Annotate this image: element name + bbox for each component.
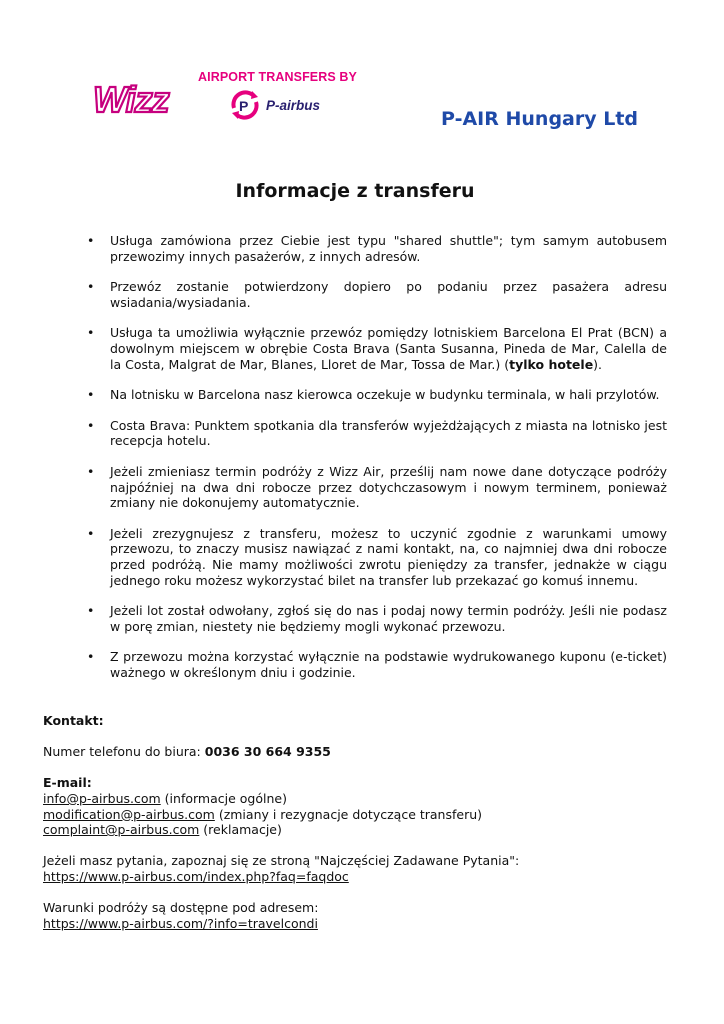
bullet-dot: • <box>87 463 95 479</box>
email-info-link[interactable]: info@p-airbus.com <box>43 790 161 806</box>
bullet-text: Costa Brava: Punktem spotkania dla transferów wyjeżdżających z miasta na lotnisko jest recepcja hotelu. <box>110 417 667 449</box>
bullet-dot: • <box>87 525 95 541</box>
phone-number: 0036 30 664 9355 <box>204 744 331 760</box>
email-heading: E-mail: <box>43 775 92 791</box>
bullet-text: Jeżeli zrezygnujesz z transferu, możesz to uczynić zgodnie z warunkami umowy przewozu, to znaczy musisz nawiązać z nami kontakt, na, co najmniej dwa dni robocze przed podróżą. Nie mamy możliwości zwrotu pieniędzy za transfer, jednakże w ciągu jednego roku możesz wykorzystać bilet na transfer lub przekazać go komuś innemu. <box>110 525 667 588</box>
email-modification-desc: (zmiany i rezygnacje dotyczące transferu) <box>214 806 483 822</box>
bullet-dot: • <box>87 603 95 619</box>
bullet-tail-text: ). <box>593 356 603 372</box>
list-item <box>85 649 667 680</box>
bullet-dot: • <box>87 387 95 403</box>
faq-text: Jeżeli masz pytania, zapoznaj się ze stroną "Najczęściej Zadawane Pytania": <box>43 853 520 869</box>
bullet-text: Z przewozu można korzystać wyłącznie na podstawie wydrukowanego kuponu (e-ticket) ważnego w określonym dniu i godzinie. <box>110 649 667 680</box>
bullet-text: Jeżeli zmieniasz termin podróży z Wizz Air, prześlij nam nowe dane dotyczące podróży najpóźniej na dwa dni robocze przez dotychczasowym i nowym terminem, ponieważ zmiany nie dokonujemy automatycznie. <box>110 463 667 511</box>
bullet-text: Na lotnisku w Barcelona nasz kierowca oczekuje w budynku terminala, w hali przylotów. <box>110 387 660 403</box>
bullet-dot: • <box>87 279 95 295</box>
airport-transfers-by-label: AIRPORT TRANSFERS BY <box>198 70 357 84</box>
contact-heading: Kontakt: <box>43 713 104 728</box>
pairbus-logo <box>228 88 320 122</box>
company-name: P-AIR Hungary Ltd <box>441 108 639 130</box>
email-info-desc: (informacje ogólne) <box>160 790 287 806</box>
conditions-text: Warunki podróży są dostępne pod adresem: <box>43 900 319 916</box>
list-item <box>85 325 667 372</box>
list-item <box>85 464 667 511</box>
wizz-logo-graphic <box>90 76 190 120</box>
pairbus-logo-text: P-airbus <box>266 97 321 113</box>
phone-label: Numer telefonu do biura: <box>43 744 205 760</box>
list-item <box>85 387 667 403</box>
email-line <box>43 822 683 838</box>
page-title: Informacje z transferu <box>235 180 475 202</box>
list-item <box>85 233 667 264</box>
list-item <box>85 526 667 588</box>
bullet-dot: • <box>87 649 95 665</box>
list-item <box>85 418 667 449</box>
bullet-bold-text: tylko hotele <box>509 356 594 372</box>
list-item <box>85 603 667 634</box>
faq-link[interactable]: https://www.p-airbus.com/index.php?faq=faqdoc <box>43 868 349 884</box>
svg-text:P: P <box>239 98 249 114</box>
bullet-text: Usługa ta umożliwia wyłącznie przewóz pomiędzy lotniskiem Barcelona El Prat (BCN) a dowolnym miejscem w obrębie Costa Brava (Santa Susanna, Pineda de Mar, Calella de la Costa, Malgrat de Mar, Blanes, Lloret de Mar, Tossa de Mar.) ( <box>110 325 667 372</box>
pairbus-logo-icon <box>228 88 262 122</box>
bullet-text: Jeżeli lot został odwołany, zgłoś się do nas i podaj nowy termin podróży. Jeśli nie podasz w porę zmian, niestety nie będziemy mogli wykonać przewozu. <box>110 603 667 634</box>
conditions-link[interactable]: https://www.p-airbus.com/?info=travelcondi <box>43 915 318 931</box>
bullet-dot: • <box>87 417 95 433</box>
bullet-text: Przewóz zostanie potwierdzony dopiero po podaniu przez pasażera adresu wsiadania/wysiadania. <box>110 279 667 310</box>
email-line <box>43 791 683 807</box>
phone-line <box>43 744 683 760</box>
wizz-logo-text: Wizz <box>93 79 169 120</box>
email-modification-link[interactable]: modification@p-airbus.com <box>43 806 215 822</box>
email-line <box>43 807 683 823</box>
bullet-text: Usługa zamówiona przez Ciebie jest typu "shared shuttle"; tym samym autobusem przewozimy innych pasażerów, z innych adresów. <box>110 233 667 264</box>
bullet-dot: • <box>87 233 95 248</box>
info-bullet-list <box>85 233 667 695</box>
bullet-dot: • <box>87 325 95 341</box>
email-complaint-link[interactable]: complaint@p-airbus.com <box>43 822 200 838</box>
wizz-logo <box>90 76 190 120</box>
list-item <box>85 279 667 310</box>
email-complaint-desc: (reklamacje) <box>199 822 282 838</box>
contact-section <box>43 713 683 931</box>
